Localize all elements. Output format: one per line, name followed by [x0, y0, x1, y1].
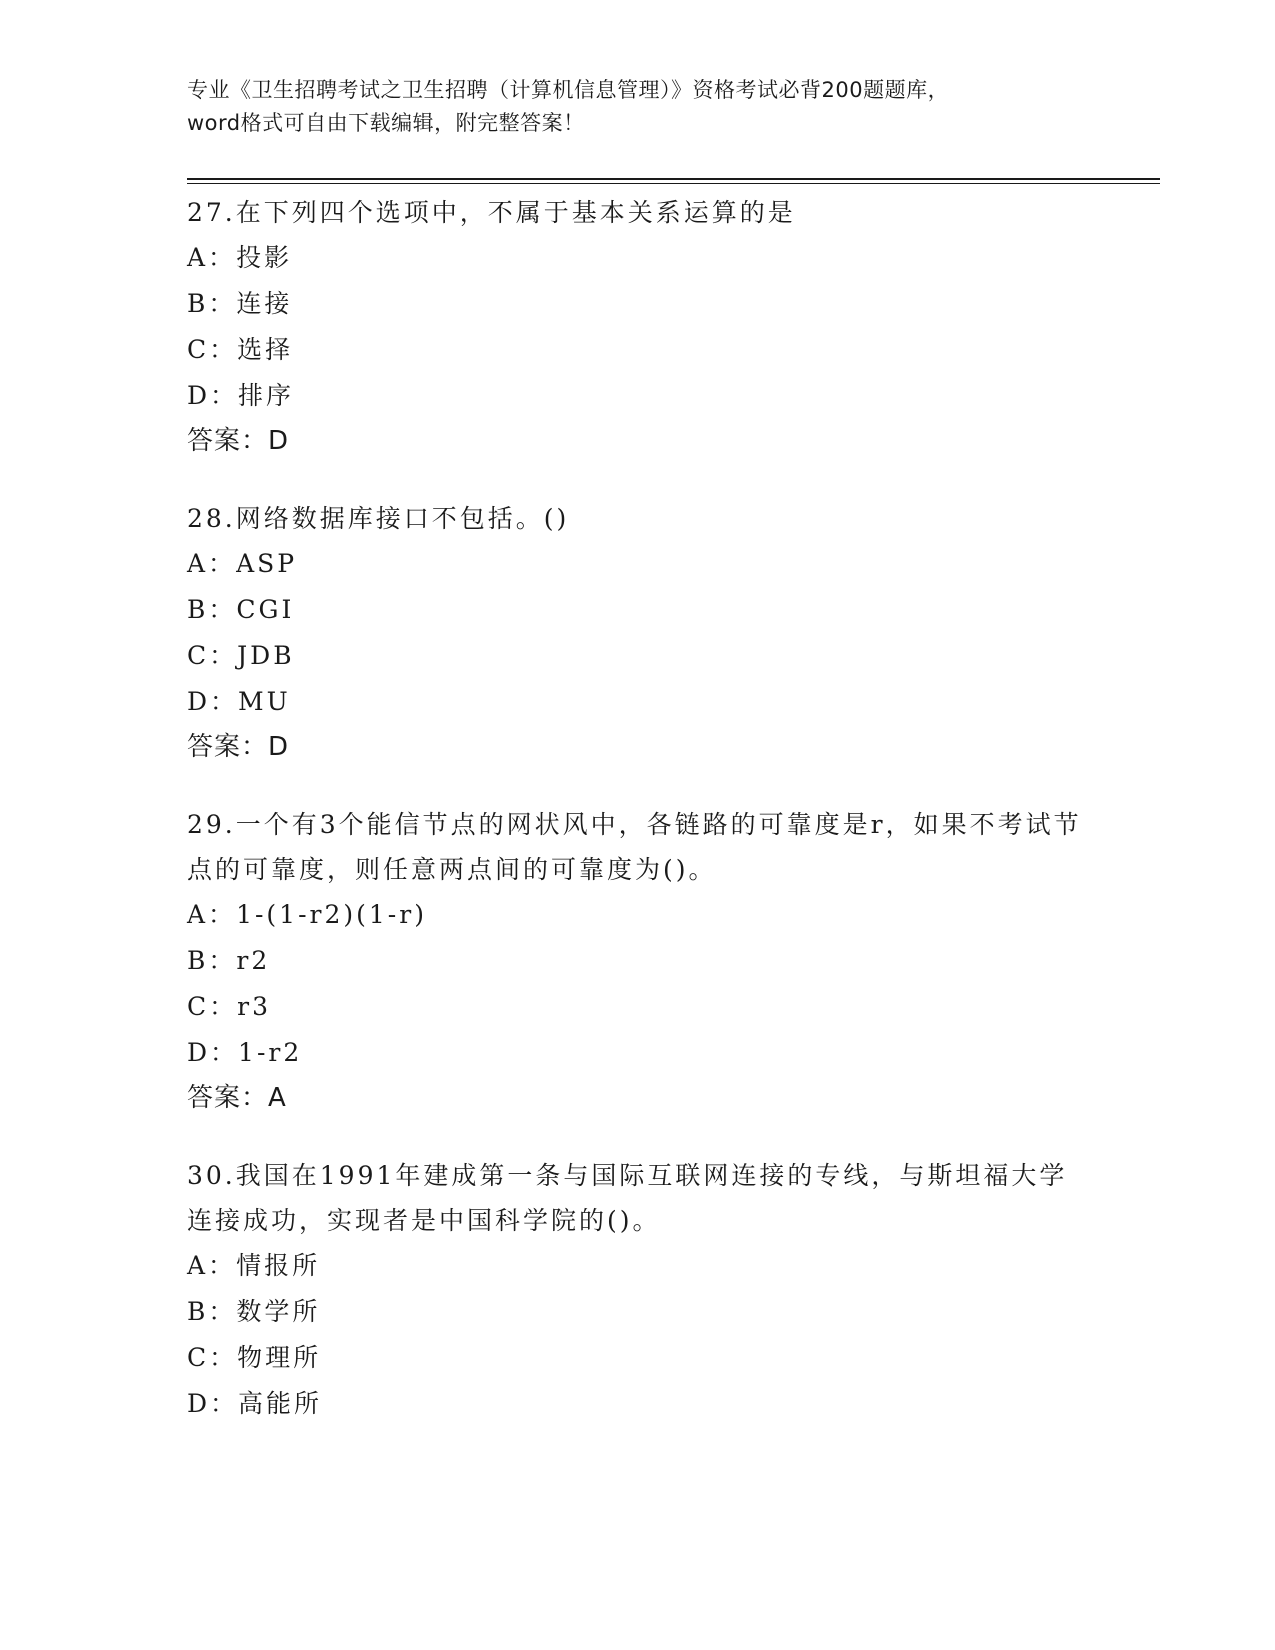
option-letter: C：: [187, 992, 238, 1021]
option-c: [187, 984, 1087, 1030]
document-header: [187, 74, 1087, 140]
header-line-1: 专业《卫生招聘考试之卫生招聘（计算机信息管理）》资格考试必背200题题库，: [187, 78, 950, 102]
option-c: [187, 633, 1087, 679]
option-a: [187, 235, 1087, 281]
option-text: r3: [237, 992, 271, 1021]
option-text: 连接: [236, 289, 293, 318]
option-letter: A：: [187, 549, 237, 578]
option-text: 物理所: [237, 1343, 322, 1372]
option-letter: B：: [187, 1297, 237, 1326]
answer-text: 答案：D: [187, 732, 290, 762]
option-text: JDB: [237, 641, 295, 670]
option-letter: A：: [187, 243, 237, 272]
option-text: 高能所: [238, 1389, 323, 1418]
option-b: [187, 938, 1087, 984]
option-letter: D：: [187, 381, 239, 410]
header-line-2: word格式可自由下载编辑，附完整答案！: [187, 111, 585, 135]
question-30: [187, 1153, 1087, 1427]
header-divider-thick: [187, 178, 1160, 180]
question-stem: 27.在下列四个选项中，不属于基本关系运算的是: [187, 198, 796, 227]
option-text: 投影: [236, 243, 293, 272]
question-stem: 30.我国在1991年建成第一条与国际互联网连接的专线，与斯坦福大学连接成功，实现者是中国科学院的()。: [187, 1161, 1068, 1235]
option-d: [187, 679, 1087, 725]
option-letter: C：: [187, 641, 238, 670]
option-letter: B：: [187, 946, 237, 975]
option-letter: A：: [187, 1251, 237, 1280]
option-text: 数学所: [236, 1297, 321, 1326]
option-letter: D：: [187, 1389, 239, 1418]
option-a: [187, 541, 1087, 587]
option-letter: D：: [187, 687, 239, 716]
option-text: 1-(1-r2)(1-r): [236, 900, 427, 929]
option-text: ASP: [236, 549, 298, 578]
answer-text: 答案：D: [187, 426, 290, 456]
option-d: [187, 1381, 1087, 1427]
option-text: 排序: [238, 381, 295, 410]
question-list: [187, 190, 1087, 1460]
option-letter: C：: [187, 335, 238, 364]
option-a: [187, 1243, 1087, 1289]
option-letter: D：: [187, 1038, 239, 1067]
option-text: 情报所: [236, 1251, 321, 1280]
option-letter: A：: [187, 900, 237, 929]
question-28: [187, 496, 1087, 769]
option-letter: C：: [187, 1343, 238, 1372]
option-text: 选择: [237, 335, 294, 364]
option-letter: B：: [187, 289, 237, 318]
header-divider-thin: [187, 183, 1160, 184]
option-letter: B：: [187, 595, 237, 624]
option-b: [187, 281, 1087, 327]
option-c: [187, 327, 1087, 373]
option-b: [187, 1289, 1087, 1335]
option-c: [187, 1335, 1087, 1381]
option-text: r2: [236, 946, 271, 975]
answer-text: 答案：A: [187, 1083, 287, 1113]
option-d: [187, 1030, 1087, 1076]
option-b: [187, 587, 1087, 633]
option-text: CGI: [236, 595, 295, 624]
question-29: [187, 802, 1087, 1120]
question-stem: 28.网络数据库接口不包括。(): [187, 504, 570, 533]
option-text: 1-r2: [238, 1038, 303, 1067]
question-stem: 29.一个有3个能信节点的网状风中，各链路的可靠度是r，如果不考试节点的可靠度，则任意两点间的可靠度为()。: [187, 810, 1082, 884]
option-a: [187, 892, 1087, 938]
option-text: MU: [238, 687, 291, 716]
option-d: [187, 373, 1087, 419]
question-27: [187, 190, 1087, 463]
